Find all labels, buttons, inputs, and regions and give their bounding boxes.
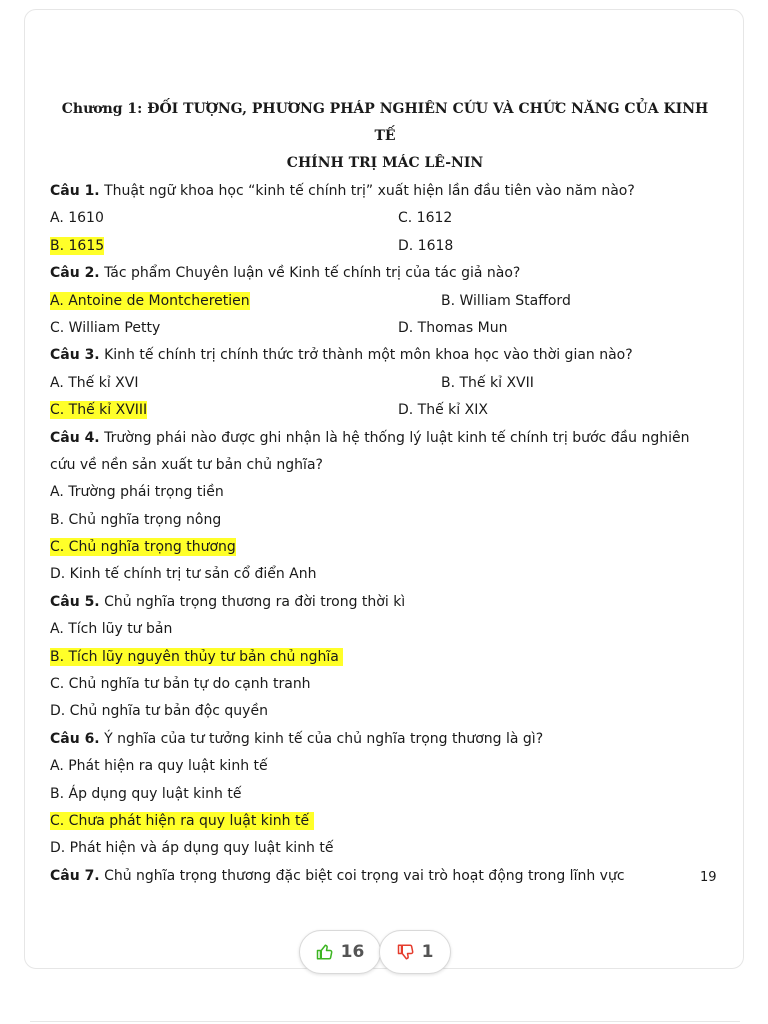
option-text: C. Chủ nghĩa tư bản tự do cạnh tranh [50, 676, 311, 693]
question-text: Kinh tế chính trị chính thức trở thành một môn khoa học vào thời gian nào? [99, 347, 633, 364]
option-c: C. 1612 [398, 210, 453, 227]
option-text: A. Phát hiện ra quy luật kinh tế [50, 758, 268, 775]
page-number: 19 [700, 870, 717, 885]
question-text: Thuật ngữ khoa học “kinh tế chính trị” xuất hiện lần đầu tiên vào năm nào? [99, 183, 635, 199]
option-b: B. William Stafford [441, 292, 571, 309]
option-text: B. Áp dụng quy luật kinh tế [50, 785, 242, 802]
question-label: Câu 3. [50, 347, 100, 364]
option-d: D. Thomas Mun [398, 319, 508, 336]
option-text: D. Phát hiện và áp dụng quy luật kinh tế [50, 840, 334, 857]
option-b: B. Thế kỉ XVII [441, 374, 534, 391]
options-row [50, 205, 720, 232]
question-text: Trường phái nào được ghi nhận là hệ thống lý luật kinh tế chính trị bước đầu nghiên [99, 429, 690, 446]
option-text: D. Kinh tế chính trị tư sản cổ điển Anh [50, 566, 317, 583]
options-row [50, 315, 720, 342]
option-b-answer-highlight: B. 1615 [50, 237, 105, 254]
option-text: B. Chủ nghĩa trọng nông [50, 511, 222, 528]
vote-bar [299, 930, 451, 974]
question-5 [50, 589, 720, 616]
option-a-answer-highlight: A. Antoine de Montcheretien [50, 292, 250, 309]
question-1 [50, 178, 720, 205]
question-label: Câu 1. [50, 183, 100, 199]
chapter-title [50, 96, 720, 177]
option-d [50, 835, 720, 862]
option-a [50, 479, 720, 506]
option-text-answer-highlight: B. Tích lũy nguyên thủy tư bản chủ nghĩa [50, 648, 344, 665]
question-text: Chủ nghĩa trọng thương đặc biệt coi trọng vai trò hoạt động trong lĩnh vực [99, 867, 625, 884]
like-count: 16 [340, 942, 365, 962]
question-text: Tác phẩm Chuyên luận về Kinh tế chính trị của tác giả nào? [99, 265, 521, 282]
option-c [50, 671, 720, 698]
question-text: Ý nghĩa của tư tưởng kinh tế của chủ nghĩa trọng thương là gì? [99, 730, 544, 747]
option-d: D. 1618 [398, 237, 454, 254]
question-4 [50, 425, 720, 452]
question-label: Câu 2. [50, 265, 100, 282]
dislike-count: 1 [421, 942, 434, 962]
option-d [50, 561, 720, 588]
question-text: Chủ nghĩa trọng thương ra đời trong thời kì [99, 593, 406, 610]
option-text-answer-highlight: C. Chưa phát hiện ra quy luật kinh tế [50, 812, 314, 829]
option-text: A. Tích lũy tư bản [50, 621, 173, 638]
option-a [50, 753, 720, 780]
option-a: A. Thế kỉ XVI [50, 374, 139, 391]
question-label: Câu 6. [50, 730, 100, 747]
option-b [50, 644, 720, 671]
thumbs-up-icon [316, 943, 334, 961]
dislike-button[interactable] [379, 930, 451, 974]
option-text: A. Trường phái trọng tiền [50, 484, 224, 501]
option-c [50, 808, 720, 835]
question-3 [50, 342, 720, 369]
option-d: D. Thế kỉ XIX [398, 402, 488, 419]
divider [30, 1021, 740, 1022]
question-label: Câu 4. [50, 429, 100, 446]
question-label: Câu 7. [50, 867, 100, 884]
options-row [50, 370, 720, 397]
option-b [50, 507, 720, 534]
options-row [50, 397, 720, 424]
option-d [50, 698, 720, 725]
chapter-title-line-1: Chương 1: ĐỐI TƯỢNG, PHƯƠNG PHÁP NGHIÊN CỨU VÀ CHỨC NĂNG CỦA KINH TẾ [61, 101, 709, 144]
options-row [50, 288, 720, 315]
thumbs-down-icon [397, 943, 415, 961]
option-c [50, 534, 720, 561]
option-c: C. William Petty [50, 319, 161, 336]
option-c-answer-highlight: C. Thế kỉ XVIII [50, 402, 148, 419]
document-content [50, 96, 720, 890]
question-7 [50, 863, 720, 890]
option-a: A. 1610 [50, 210, 104, 227]
options-row [50, 233, 720, 260]
option-text: D. Chủ nghĩa tư bản độc quyền [50, 703, 268, 720]
chapter-title-line-2: CHÍNH TRỊ MÁC LÊ-NIN [286, 155, 484, 171]
question-6 [50, 726, 720, 753]
question-label: Câu 5. [50, 593, 100, 610]
question-2 [50, 260, 720, 287]
option-a [50, 616, 720, 643]
option-text-answer-highlight: C. Chủ nghĩa trọng thương [50, 539, 236, 556]
option-b [50, 781, 720, 808]
question-text-continued: cứu về nền sản xuất tư bản chủ nghĩa? [50, 456, 323, 473]
like-button[interactable] [299, 930, 381, 974]
